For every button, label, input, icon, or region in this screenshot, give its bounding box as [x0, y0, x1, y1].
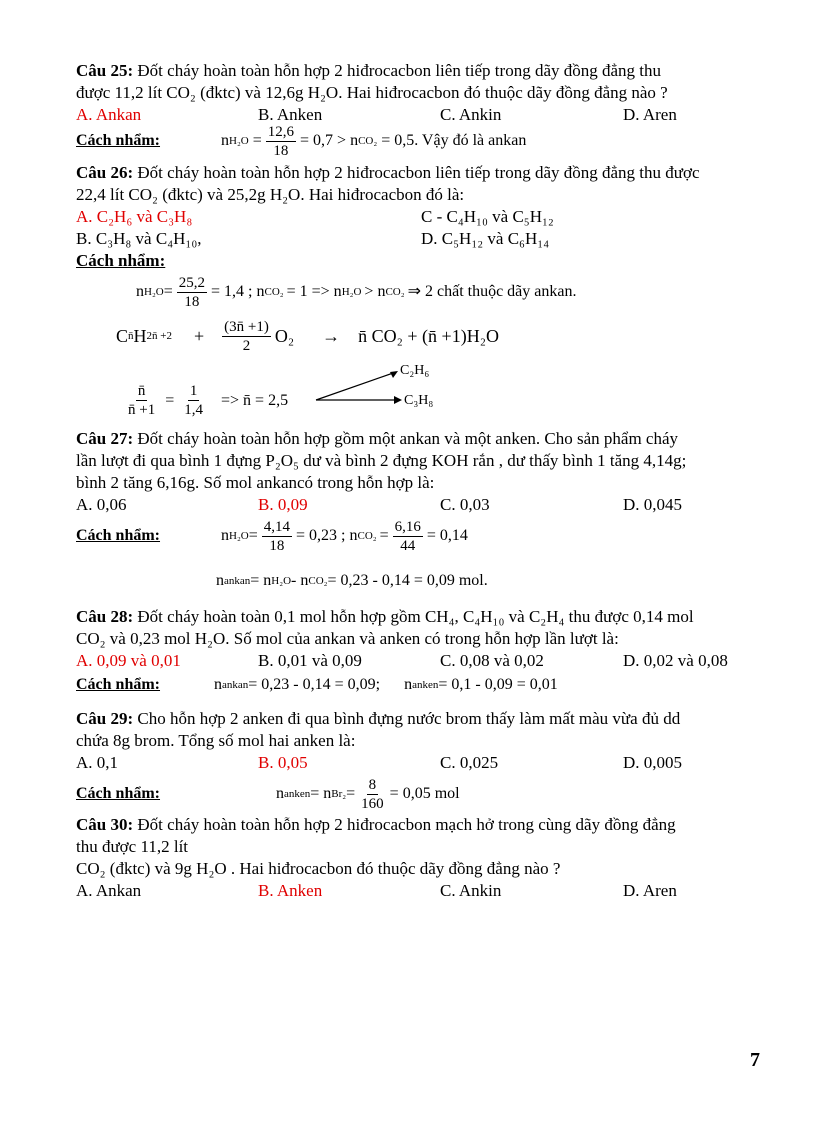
question-label: Câu 25:	[76, 61, 134, 80]
solution-text: > n	[364, 283, 386, 300]
denominator: 18	[273, 142, 289, 159]
ratio-result	[76, 360, 766, 420]
question-text: được 11,2 lít CO₂ (đktc) và 12,6g H₂O. Hai hiđrocacbon đó thuộc dãy đồng đẳng nào ?	[76, 83, 668, 102]
solution-text: =	[163, 283, 173, 300]
option-a: A. Ankan	[76, 105, 142, 124]
subscript: H₂O	[271, 575, 292, 587]
solution	[76, 516, 766, 556]
question-28	[76, 606, 766, 698]
solution-text: = 0,14	[426, 527, 468, 544]
option-d: D. Aren	[623, 881, 677, 900]
question-label: Câu 30:	[76, 815, 134, 834]
formula-text: n̄ CO₂ + (n̄ +1)H₂O	[358, 326, 499, 346]
answer-options	[76, 650, 766, 672]
solution-text: = n	[310, 785, 332, 802]
question-29	[76, 708, 766, 814]
subscript: H₂O	[229, 530, 249, 542]
subscript: anken	[412, 679, 439, 691]
option-d: D. Aren	[623, 105, 677, 124]
subscript: 2n̄ +2	[146, 330, 172, 342]
solution	[76, 774, 766, 814]
solution-label: Cách nhẩm:	[76, 251, 166, 270]
solution-label: Cách nhẩm:	[76, 132, 161, 149]
question-text: bình 2 tăng 6,16g. Số mol ankancó trong hỗn hợp là:	[76, 473, 435, 492]
subscript: CO₂	[357, 530, 377, 542]
question-text: Đốt cháy hoàn toàn hỗn hợp 2 hiđrocacbon liên tiếp trong dãy đồng đẳng thu	[133, 61, 662, 80]
solution-text: = 1 => n	[286, 283, 342, 300]
solution-text: = n	[250, 572, 272, 589]
subscript: H₂O	[144, 286, 164, 298]
solution-text: n	[276, 785, 284, 802]
question-text: Đốt cháy hoàn toàn hỗn hợp 2 hiđrocacbon liên tiếp trong dãy đồng đẳng thu được	[133, 163, 700, 182]
fraction	[126, 382, 157, 419]
numerator: 4,14	[263, 518, 291, 535]
option-c: C. Ankin	[440, 881, 502, 900]
fraction	[177, 274, 207, 311]
option-b: B. 0,01 và 0,09	[258, 651, 362, 670]
solution-label: Cách nhẩm:	[76, 785, 161, 802]
solution-text: = 0,7 > n	[300, 132, 359, 149]
option-a: A. Ankan	[76, 881, 142, 900]
subscript: CO₂	[385, 286, 405, 298]
solution-text: n	[221, 132, 229, 149]
subscript: n̄	[128, 330, 134, 342]
solution-text: = 0,05 mol	[389, 785, 460, 802]
numerator: (3n̄ +1)	[224, 318, 269, 335]
formula-text: C	[116, 326, 129, 346]
fraction	[393, 518, 423, 555]
subscript: Br₂	[331, 788, 347, 800]
numerator: n̄	[137, 383, 146, 399]
option-a: A. 0,1	[76, 753, 119, 772]
solution-text: = 0,23 - 0,14 = 0,09;	[248, 676, 381, 693]
denominator: 44	[400, 537, 416, 554]
question-label: Câu 29:	[76, 709, 134, 728]
solution-text: =	[248, 527, 258, 544]
numerator: 6,16	[394, 518, 421, 535]
solution: Cách nhẩm: n H₂O = $\frac{12,6}{18}$ = 0,7 > n CO₂ = 0,5. Vậy đó là ankan	[76, 123, 527, 159]
subscript: CO₂	[308, 575, 328, 587]
option-a: A. 0,06	[76, 495, 127, 514]
question-text: Đốt cháy hoàn toàn 0,1 mol hỗn hợp gồm CH₄, C₄H₁₀ và C₂H₄ thu được 0,14 mol	[133, 607, 694, 626]
formula-text: O₂	[274, 326, 295, 346]
fraction	[262, 518, 292, 555]
subscript: H₂O	[341, 286, 362, 298]
solution-text: =	[165, 391, 175, 409]
question-27	[76, 428, 766, 600]
option-b: B. 0,09	[258, 495, 308, 514]
denominator: 160	[361, 795, 384, 812]
option-c: C. Ankin	[440, 105, 502, 124]
answer-options	[76, 752, 766, 774]
option-c: C. 0,025	[440, 753, 499, 772]
solution-text: = 0,5. Vậy đó là ankan	[381, 132, 527, 149]
question-30	[76, 814, 766, 902]
solution-text: n	[214, 676, 222, 693]
solution-text: n	[221, 527, 229, 544]
fraction	[359, 776, 386, 813]
solution-text: = 0,23 ; n	[296, 527, 358, 544]
solution-text: = 0,1 - 0,09 = 0,01	[438, 676, 558, 693]
answer-options	[76, 494, 766, 516]
question-text: CO₂ (đktc) và 9g H₂O . Hai hiđrocacbon đó thuộc dãy đồng đẳng nào ?	[76, 859, 561, 878]
question-text: Đốt cháy hoàn toàn hỗn hợp gồm một ankan và một anken. Cho sản phẩm cháy	[133, 429, 679, 448]
subscript: anken	[284, 788, 311, 800]
page-number: 7	[750, 1049, 760, 1071]
option-a: A. 0,09 và 0,01	[76, 651, 181, 670]
solution	[76, 672, 766, 698]
formula-text: H	[133, 326, 147, 346]
subscript: CO₂	[264, 286, 284, 298]
question-text: thu được 11,2 lít	[76, 837, 189, 856]
denominator: 2	[242, 337, 251, 354]
solution-text: n	[136, 283, 144, 300]
question-label: Câu 26:	[76, 163, 134, 182]
option-d: D. 0,005	[623, 753, 683, 772]
numerator: 1	[189, 383, 198, 399]
option-c: C. 0,08 và 0,02	[440, 651, 544, 670]
formula-text: C₂H₆	[400, 363, 430, 378]
question-text: CO₂ và 0,23 mol H₂O. Số mol của ankan và anken có trong hỗn hợp lần lượt là:	[76, 629, 619, 648]
subscript: H₂O	[229, 135, 249, 147]
solution-text: ⇒ 2 chất thuộc dãy ankan.	[407, 283, 577, 300]
numerator: 8	[368, 776, 377, 793]
option-b: B. Anken	[258, 105, 323, 124]
numerator: 25,2	[178, 274, 206, 291]
option-d: D. 0,045	[623, 495, 683, 514]
answer-options	[76, 104, 766, 126]
solution-text: =	[379, 527, 389, 544]
answer-options	[76, 880, 766, 902]
option-c: C - C₄H₁₀ và C₅H₁₂	[421, 207, 554, 226]
branch-arrows-icon	[314, 364, 414, 414]
question-25	[76, 60, 766, 159]
solution-text: n	[216, 572, 224, 589]
numerator: 12,6	[267, 123, 295, 140]
question-label: Câu 27:	[76, 429, 134, 448]
question-text: Cho hỗn hợp 2 anken đi qua bình đựng nước brom thấy làm mất màu vừa đủ dd	[133, 709, 681, 728]
question-text: 22,4 lít CO₂ (đktc) và 25,2g H₂O. Hai hiđrocacbon đó là:	[76, 185, 465, 204]
solution-label: Cách nhẩm:	[76, 676, 161, 693]
solution-text: =	[346, 785, 356, 802]
subscript: ankan	[222, 679, 249, 691]
formula-text: +	[193, 326, 205, 346]
fraction	[266, 123, 296, 160]
subscript: CO₂	[358, 135, 378, 147]
answer-options	[76, 206, 766, 228]
option-b: B. Anken	[258, 881, 323, 900]
solution-text: = 0,23 - 0,14 = 0,09 mol.	[327, 572, 488, 589]
question-text: chứa 8g brom. Tổng số mol hai anken là:	[76, 731, 356, 750]
solution-line	[76, 272, 766, 312]
answer-options	[76, 228, 766, 250]
question-text: lần lượt đi qua bình 1 đựng P₂O₅ dư và bình 2 đựng KOH rắn , dư thấy bình 1 tăng 4,14g;	[76, 451, 687, 470]
solution-text: => n̄ = 2,5	[221, 391, 289, 409]
option-d: D. C₅H₁₂ và C₆H₁₄	[421, 229, 550, 248]
question-26	[76, 162, 766, 420]
option-b: B. 0,05	[258, 753, 308, 772]
option-d: D. 0,02 và 0,08	[623, 651, 728, 670]
subscript: ankan	[224, 575, 251, 587]
solution-line	[76, 556, 766, 600]
reaction-equation	[76, 312, 766, 360]
denominator: n̄ +1	[128, 402, 156, 418]
denominator: 18	[184, 293, 200, 310]
option-b: B. C₃H₈ và C₄H₁₀,	[76, 229, 202, 248]
arrow-icon: →	[322, 326, 341, 346]
question-text: Đốt cháy hoàn toàn hỗn hợp 2 hiđrocacbon mạch hở trong cùng dãy đồng đẳng	[133, 815, 676, 834]
fraction	[222, 318, 271, 355]
fraction	[182, 382, 205, 419]
denominator: 1,4	[184, 402, 203, 418]
option-c: C. 0,03	[440, 495, 490, 514]
denominator: 18	[269, 537, 285, 554]
solution-text: - n	[291, 572, 309, 589]
solution-text: = 1,4 ; n	[211, 283, 265, 300]
question-label: Câu 28:	[76, 607, 134, 626]
option-a: A. C₂H₆ và C₃H₈	[76, 207, 193, 226]
solution-label: Cách nhẩm:	[76, 527, 161, 544]
solution-text: n	[404, 676, 413, 693]
document-page	[76, 60, 766, 902]
formula-text: C₃H₈	[404, 393, 434, 408]
